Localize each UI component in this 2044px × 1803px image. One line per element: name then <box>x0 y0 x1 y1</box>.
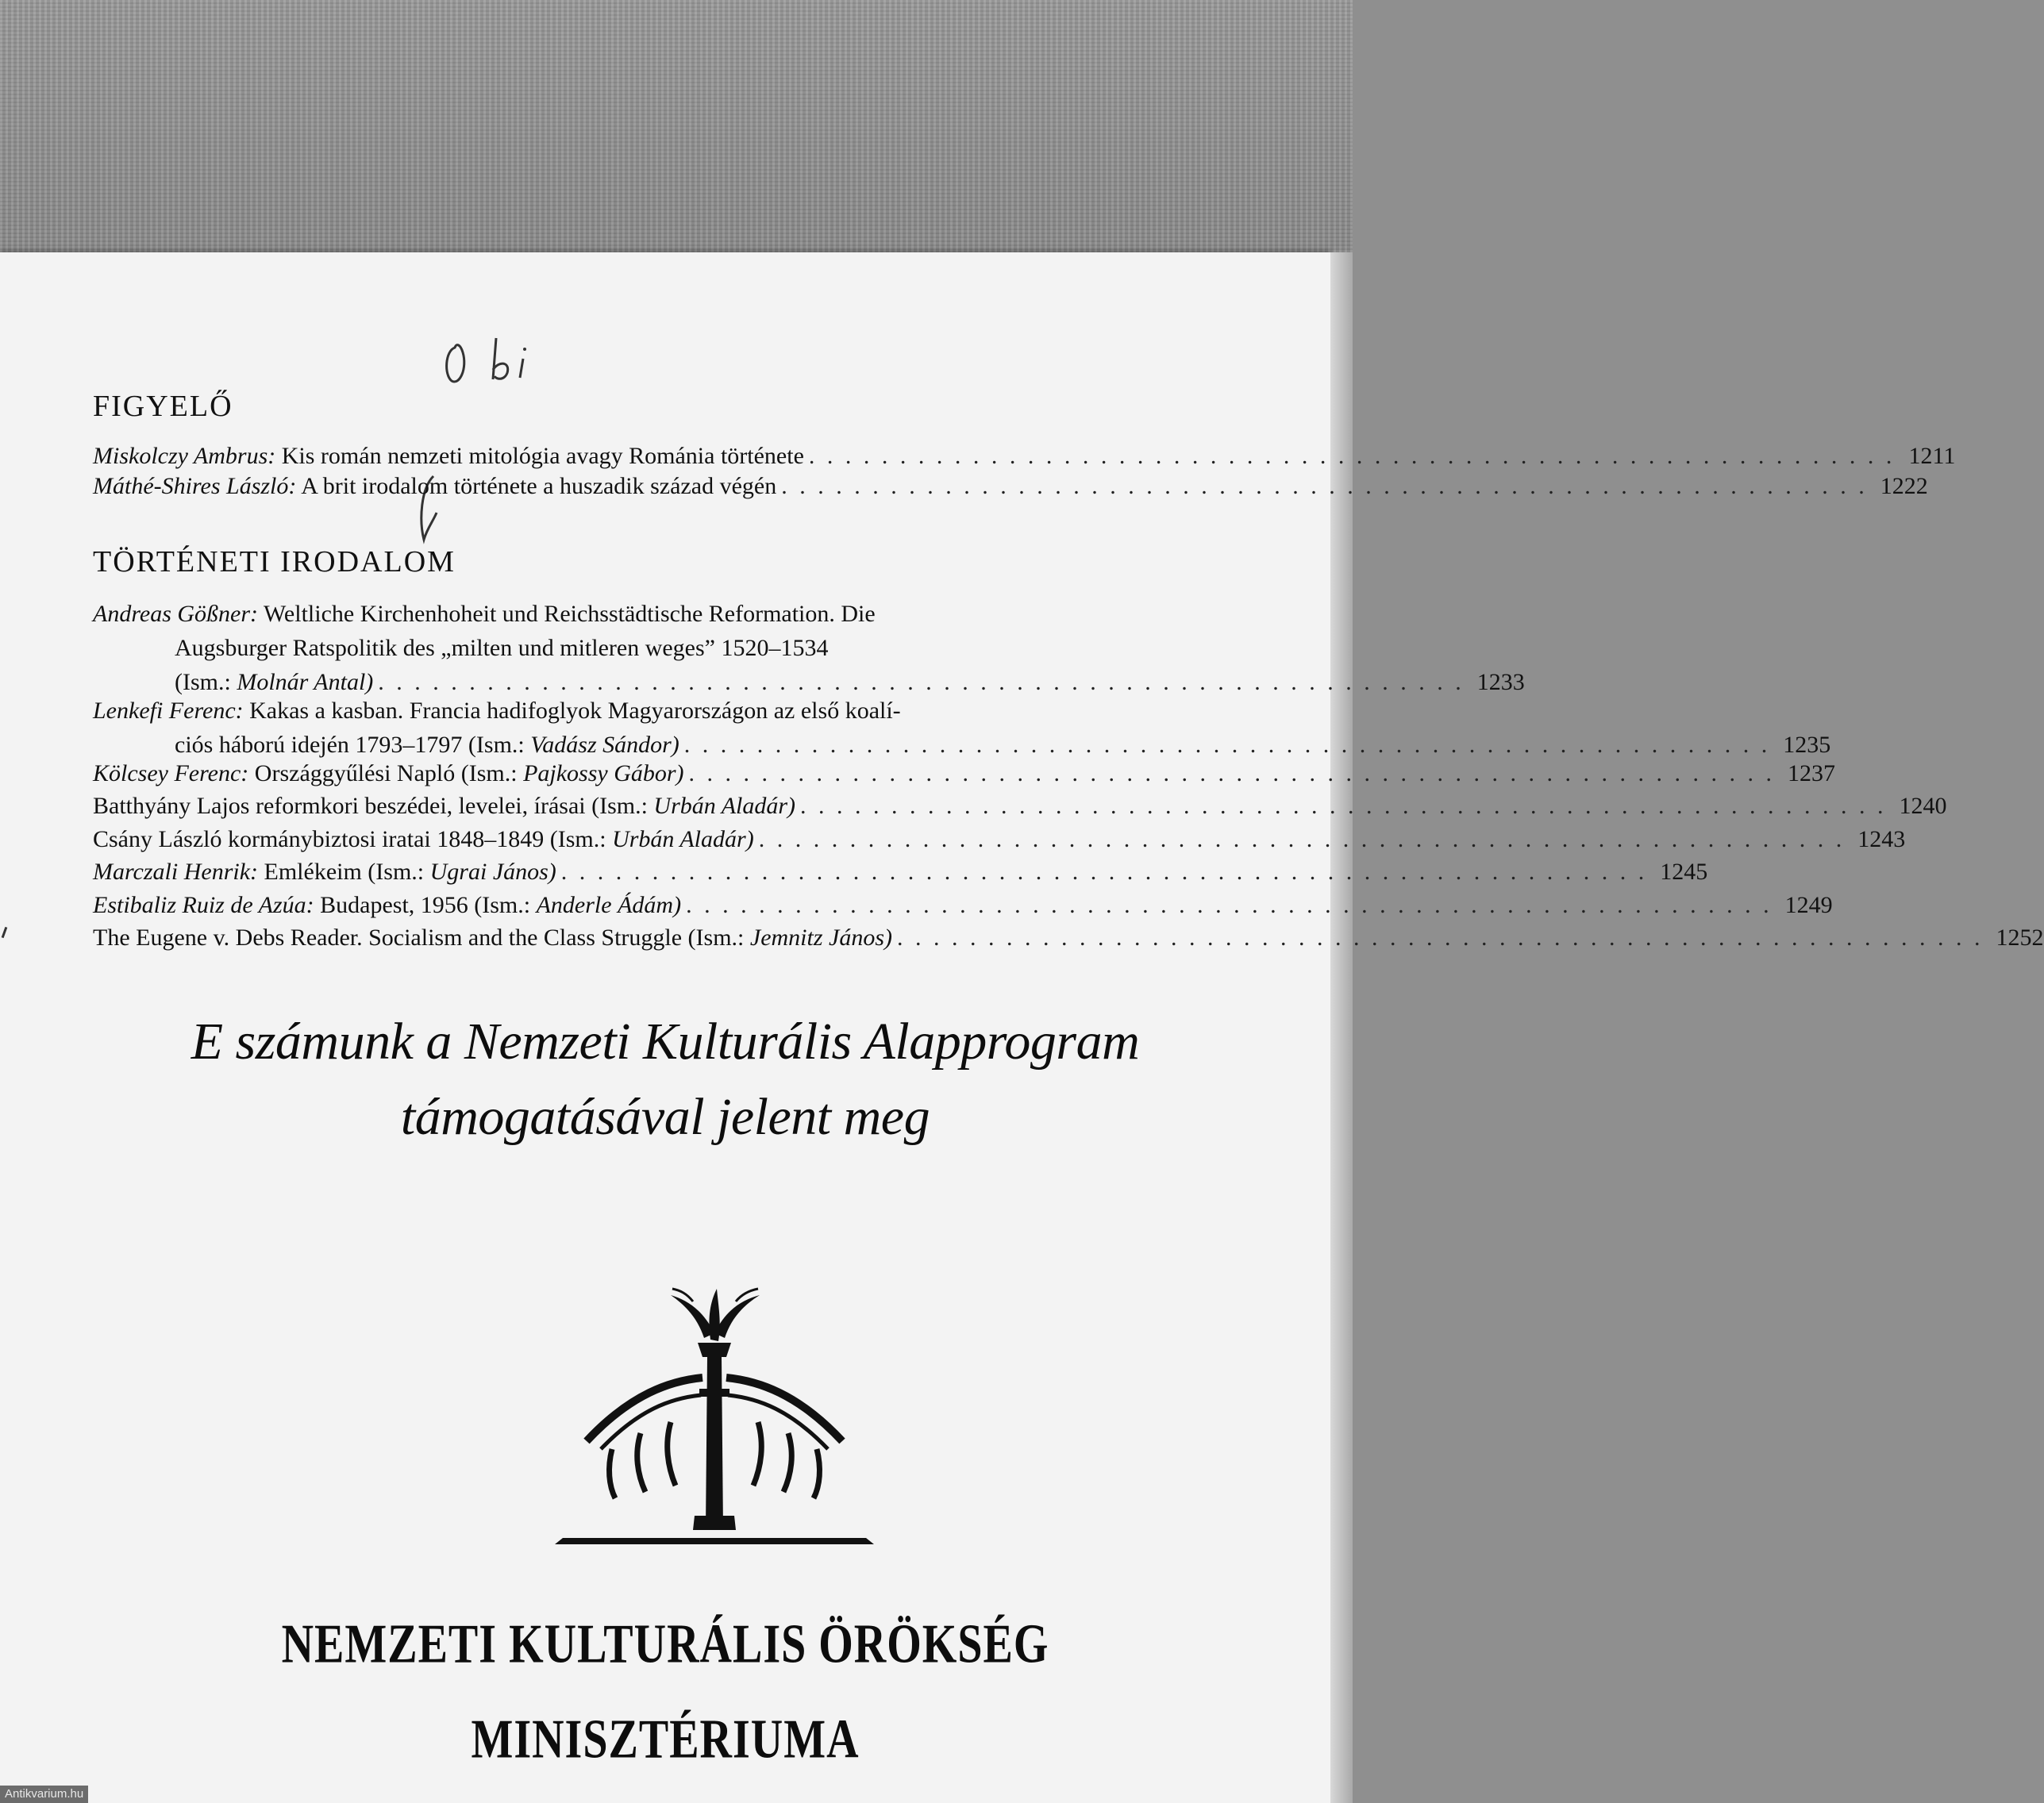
entry-author: Estibaliz Ruiz de Azúa: <box>93 892 314 918</box>
entry-title: Országgyűlési Napló (Ism.: <box>254 760 518 786</box>
dot-leader: . . . . . . . . . . . . . . . . . . . . . . . . . . . . . . . . . . . . . . . . . . . . . . . . . . . . . . . . . . . . <box>378 669 1465 695</box>
entry-title: Kakas a kasban. Francia hadifoglyok Magyarországon az első koalí- <box>249 698 901 724</box>
entry-title: Weltliche Kirchenhoheit und Reichsstädtische Reformation. Die <box>264 601 876 627</box>
section-title-figyelo: FIGYELŐ <box>93 390 233 423</box>
toc-entry <box>93 439 1956 473</box>
entry-author: Kölcsey Ferenc: <box>93 760 249 786</box>
entry-page-number: 1235 <box>1783 732 1831 758</box>
entry-page-number: 1245 <box>1660 859 1708 885</box>
support-notice-line-2: támogatásával jelent meg <box>400 1088 930 1146</box>
ministry-name-line-1: NEMZETI KULTURÁLIS ÖRÖKSÉG <box>281 1613 1049 1675</box>
entry-author: Máthé-Shires László: <box>93 473 297 499</box>
section-title-torteneti-irodalom: TÖRTÉNETI IRODALOM <box>93 545 456 579</box>
ministry-emblem-icon <box>552 1278 877 1547</box>
entry-page-number: 1237 <box>1788 760 1836 786</box>
entry-reviewer: Urbán Aladár) <box>612 826 754 852</box>
entry-page-number: 1252 <box>1996 925 2044 951</box>
entry-page-number: 1243 <box>1857 826 1906 852</box>
dot-leader: . . . . . . . . . . . . . . . . . . . . . . . . . . . . . . . . . . . . . . . . . . . . . . . . . . . . . . . . . . . . <box>688 760 1776 786</box>
entry-title-continued: ciós háború idején 1793–1797 (Ism.: <box>175 732 525 758</box>
entry-title-continued: Augsburger Ratspolitik des „milten und mitleren weges” 1520–1534 <box>175 635 829 661</box>
entry-title: Kis román nemzeti mitológia avagy Románia története <box>281 443 804 469</box>
entry-reviewer: Molnár Antal) <box>237 669 374 695</box>
toc-entry <box>93 694 1831 762</box>
dot-leader: . . . . . . . . . . . . . . . . . . . . . . . . . . . . . . . . . . . . . . . . . . . . . . . . . . . . . . . . . . . . <box>800 793 1887 819</box>
entry-reviewer: Ugrai János) <box>429 859 556 885</box>
entry-title: Budapest, 1956 (Ism.: <box>320 892 531 918</box>
toc-entry <box>93 597 1525 699</box>
entry-reviewer-prefix: (Ism.: <box>175 669 231 695</box>
site-watermark: Antikvarium.hu <box>0 1786 88 1803</box>
entry-reviewer: Urbán Aladár) <box>653 793 796 819</box>
entry-title: Emlékeim (Ism.: <box>264 859 425 885</box>
entry-page-number: 1240 <box>1899 793 1947 819</box>
toc-entry <box>93 855 1708 889</box>
entry-author: Marczali Henrik: <box>93 859 259 885</box>
background-surface <box>0 0 1353 262</box>
entry-title: A brit irodalom története a huszadik század végén <box>301 473 777 499</box>
toc-entry <box>93 756 1836 790</box>
entry-author: Lenkefi Ferenc: <box>93 698 244 724</box>
dot-leader: . . . . . . . . . . . . . . . . . . . . . . . . . . . . . . . . . . . . . . . . . . . . . . . . . . . . . . . . . . . . <box>683 732 1771 758</box>
dot-leader: . . . . . . . . . . . . . . . . . . . . . . . . . . . . . . . . . . . . . . . . . . . . . . . . . . . . . . . . . . . . <box>808 443 1896 469</box>
entry-title: Csány László kormánybiztosi iratai 1848–1849 (Ism.: <box>93 826 606 852</box>
entry-reviewer: Vadász Sándor) <box>530 732 679 758</box>
handwritten-note <box>441 333 544 389</box>
toc-entry <box>93 822 1906 856</box>
toc-entry <box>93 469 1928 503</box>
entry-author: Miskolczy Ambrus: <box>93 443 276 469</box>
dot-leader: . . . . . . . . . . . . . . . . . . . . . . . . . . . . . . . . . . . . . . . . . . . . . . . . . . . . . . . . . . . . <box>781 473 1868 499</box>
entry-author: Andreas Gößner: <box>93 601 259 627</box>
entry-reviewer: Pajkossy Gábor) <box>523 760 684 786</box>
ministry-name-line-2: MINISZTÉRIUMA <box>471 1709 860 1770</box>
entry-title: The Eugene v. Debs Reader. Socialism and the Class Struggle (Ism.: <box>93 925 745 951</box>
dot-leader: . . . . . . . . . . . . . . . . . . . . . . . . . . . . . . . . . . . . . . . . . . . . . . . . . . . . . . . . . . . . <box>560 859 1648 885</box>
toc-entry <box>93 789 1947 823</box>
support-notice-line-1: E számunk a Nemzeti Kulturális Alapprogram <box>191 1013 1140 1071</box>
dot-leader: . . . . . . . . . . . . . . . . . . . . . . . . . . . . . . . . . . . . . . . . . . . . . . . . . . . . . . . . . . . . <box>758 826 1846 852</box>
dot-leader: . . . . . . . . . . . . . . . . . . . . . . . . . . . . . . . . . . . . . . . . . . . . . . . . . . . . . . . . . . . . <box>686 892 1773 918</box>
dot-leader: . . . . . . . . . . . . . . . . . . . . . . . . . . . . . . . . . . . . . . . . . . . . . . . . . . . . . . . . . . . . <box>897 925 1984 951</box>
entry-page-number: 1222 <box>1880 473 1928 499</box>
entry-page-number: 1233 <box>1476 669 1525 695</box>
entry-page-number: 1249 <box>1784 892 1833 918</box>
entry-reviewer: Jemnitz János) <box>749 925 893 951</box>
toc-entry <box>93 921 2044 955</box>
entry-title: Batthyány Lajos reformkori beszédei, levelei, írásai (Ism.: <box>93 793 648 819</box>
entry-reviewer: Anderle Ádám) <box>536 892 682 918</box>
toc-entry <box>93 888 1833 922</box>
entry-page-number: 1211 <box>1908 443 1956 469</box>
